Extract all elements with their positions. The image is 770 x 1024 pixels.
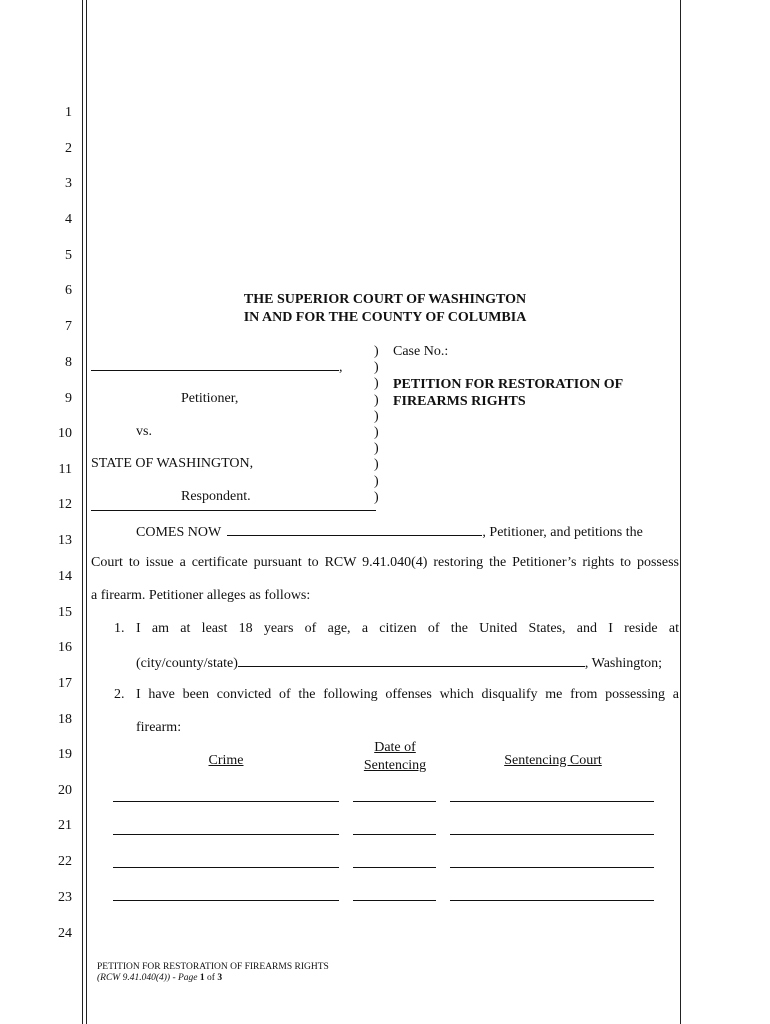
line-number: 14 [58, 569, 72, 584]
body-line-2: Court to issue a certificate pursuant to RCW 9.41.040(4) restoring the Petitioner’s rights to possess [91, 555, 679, 570]
line-number: 4 [65, 212, 72, 227]
item-2-text: I have been convicted of the following offenses which disqualify me from possessing a [136, 687, 679, 702]
versus-label: vs. [136, 424, 152, 439]
line-number: 5 [65, 248, 72, 263]
page-footer [97, 962, 329, 984]
petitioner-label: Petitioner, [181, 391, 239, 406]
line-number: 11 [58, 462, 72, 477]
column-header-court: Sentencing Court [504, 753, 602, 768]
column-header-date-line2: Sentencing [363, 758, 427, 773]
column-header-crime: Crime [208, 753, 244, 768]
line-number: 19 [58, 747, 72, 762]
date-blank[interactable] [353, 834, 436, 835]
item-2-continuation: firearm: [136, 720, 182, 735]
line-number: 1 [65, 105, 72, 120]
line-number: 18 [58, 712, 72, 727]
line-number: 10 [58, 426, 72, 441]
line-number: 2 [65, 141, 72, 156]
court-county: IN AND FOR THE COUNTY OF COLUMBIA [243, 310, 527, 325]
court-name: THE SUPERIOR COURT OF WASHINGTON [243, 292, 527, 307]
line-number: 8 [65, 355, 72, 370]
document-title-line2: FIREARMS RIGHTS [393, 394, 526, 409]
line-number: 22 [58, 854, 72, 869]
item-1-text: I am at least 18 years of age, a citizen of the United States, and I reside at [136, 621, 679, 636]
petitioner-name-line: , [91, 358, 343, 376]
case-number-label: Case No.: [393, 344, 449, 359]
item-2-number: 2. [114, 687, 125, 702]
line-number: 3 [65, 176, 72, 191]
court-blank[interactable] [450, 834, 654, 835]
line-number: 12 [58, 497, 72, 512]
petitioner-name-blank-2[interactable] [227, 523, 482, 536]
page-number: 1 [199, 973, 205, 983]
line-number: 7 [65, 319, 72, 334]
document-title-line1: PETITION FOR RESTORATION OF [393, 377, 624, 392]
line-number: 24 [58, 926, 72, 941]
court-blank[interactable] [450, 801, 654, 802]
line-number: 21 [58, 818, 72, 833]
residence-blank[interactable] [238, 654, 585, 667]
line-number: 20 [58, 783, 72, 798]
crime-blank[interactable] [113, 834, 339, 835]
comes-now-line: COMES NOW , Petitioner, and petitions the [136, 525, 643, 540]
crime-blank[interactable] [113, 801, 339, 802]
court-blank[interactable] [450, 900, 654, 901]
column-header-date-line1: Date of [374, 740, 416, 755]
date-blank[interactable] [353, 867, 436, 868]
petitioner-name-blank[interactable] [91, 358, 339, 371]
respondent-label: Respondent. [181, 489, 251, 504]
line-number: 13 [58, 533, 72, 548]
date-blank[interactable] [353, 801, 436, 802]
crime-blank[interactable] [113, 867, 339, 868]
left-margin-rule-outer [82, 0, 83, 1024]
line-number: 17 [58, 676, 72, 691]
footer-citation: (RCW 9.41.040(4)) - Page 1 of 3 [97, 973, 223, 983]
crime-blank[interactable] [113, 900, 339, 901]
caption-parentheses: ) ) ) ) ) ) ) ) ) ) [374, 344, 379, 505]
item-1-residence: (city/county/state) , Washington; [136, 656, 663, 671]
court-blank[interactable] [450, 867, 654, 868]
footer-title: PETITION FOR RESTORATION OF FIREARMS RIGHTS [97, 962, 329, 972]
line-number: 6 [65, 283, 72, 298]
date-blank[interactable] [353, 900, 436, 901]
page-total: 3 [217, 973, 223, 983]
respondent-state: STATE OF WASHINGTON, [91, 456, 254, 471]
caption-bottom-rule [91, 510, 376, 511]
item-1-number: 1. [114, 621, 125, 636]
left-margin-rule-inner [86, 0, 87, 1024]
line-number: 15 [58, 605, 72, 620]
line-number: 9 [65, 391, 72, 406]
right-margin-rule [680, 0, 681, 1024]
body-line-3: a firearm. Petitioner alleges as follows: [91, 588, 311, 603]
line-number: 23 [58, 890, 72, 905]
line-number: 16 [58, 640, 72, 655]
